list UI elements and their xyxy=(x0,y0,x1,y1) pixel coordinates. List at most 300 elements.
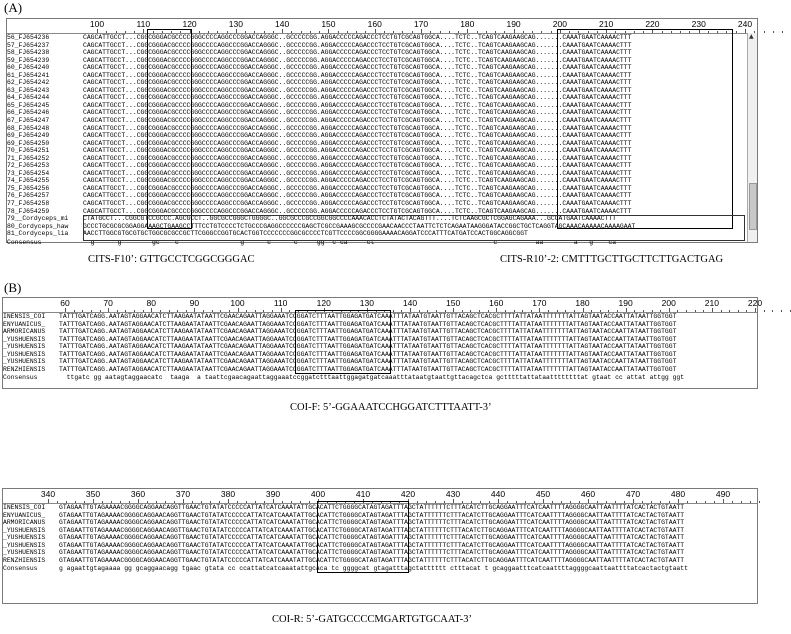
ruler-b2-tick xyxy=(525,501,526,503)
ruler-b2-tick xyxy=(552,501,553,503)
ruler-b1-label: 200 xyxy=(661,298,676,308)
ruler-a-tick xyxy=(282,29,283,33)
ruler-b1-label: 170 xyxy=(532,298,547,308)
ruler-b1-tick xyxy=(108,308,109,312)
ruler-b2-tick xyxy=(111,501,112,503)
sequence-row: CAGCATTGCCT...CGGCGGGACGCCCCGGGCCCCAGGCCCGGACCAGGGC..GCCCCCGG.AGGACCCCCAGACCCTCCTGTCGCAGTGGCA....TCTC..TCAGTCAAGAAGCAG.......CAAATGAATCAAAACTTT xyxy=(83,147,632,155)
ruler-b1-tick xyxy=(738,310,739,312)
ruler-b1-tick xyxy=(91,310,92,312)
ruler-b2-tick xyxy=(120,501,121,503)
ruler-a-label: 220 xyxy=(645,19,660,29)
ruler-b2-tick xyxy=(642,501,643,503)
ruler-a-label: 210 xyxy=(599,19,614,29)
ruler-a-label: 160 xyxy=(367,19,382,29)
ruler-b2-tick xyxy=(678,499,679,503)
ruler-b1-tick xyxy=(496,308,497,312)
ruler-b2-tick xyxy=(264,501,265,503)
ruler-a-tick xyxy=(125,31,126,33)
sequence-name: _YUSHUENSIS xyxy=(3,526,46,534)
ruler-a-tick xyxy=(440,31,441,33)
ruler-b2-tick xyxy=(48,499,49,503)
ruler-b1-tick xyxy=(229,310,230,312)
scroll-up-icon[interactable]: ▲ xyxy=(749,33,754,40)
ruler-b1-label: 100 xyxy=(230,298,245,308)
ruler-b1-tick xyxy=(677,310,678,312)
sequence-row: AACCTTGGCGTGCGTGCTGGCGCGCCGCTTCGGGCCGGTGCACTGGTCCCCCCCGGCGCCCCTCGTTCCCCGGCGGGGAAAACAGGATCCCATTTCATGATCCACTGGCAGGCGGT xyxy=(83,230,528,238)
ruler-b2-tick xyxy=(138,499,139,503)
ruler-a-tick xyxy=(421,29,422,33)
sequence-name: 71_FJ654252 xyxy=(7,154,50,162)
sequence-name: 80_Cordyceps_haw xyxy=(7,222,69,230)
ruler-b2-tick xyxy=(624,501,625,503)
ruler-b2-label: 400 xyxy=(310,489,326,499)
ruler-b1-tick xyxy=(125,310,126,312)
sequence-name: 60_FJ654240 xyxy=(7,64,50,72)
ruler-b2-label: 370 xyxy=(175,489,191,499)
sequence-row: GTAGAATTGTAGAAAACGGGGCAGGAACAGGTTGAACTGTATATCCCCCATTATCATCAAATATTGCACATTCTGGGGCATAGTAGATTTAGCTATTTTTTCTTTACATCTTGCAGGAATTTCATCAATTTTAGGGGCAATTAATTTTATCACTACTGTAATT xyxy=(59,549,685,557)
ruler-a-tick xyxy=(236,29,237,33)
ruler-b1-tick xyxy=(393,310,394,312)
ruler-b2-label: 350 xyxy=(85,489,101,499)
ruler-a-tick xyxy=(375,29,376,33)
ruler-b2-tick xyxy=(300,501,301,503)
sequence-row: CAGCATTGCCT...CGGCGGGACGCCCCGGGCCCCAGGCCCGGACCAGGGC..GCCCCCGG.AGGACCCCCAGACCCTCCTGTCGCAGTGGCA....TCTC..TCAGTCAAGAAGCAG.......CAAATGAATCAAAACTTT xyxy=(83,117,632,125)
ruler-b1-tick xyxy=(746,310,747,312)
ruler-a-tick xyxy=(764,31,765,33)
variant-box xyxy=(83,215,745,241)
sequence-name: 56_FJ654236 xyxy=(7,34,50,41)
ruler-b1-tick xyxy=(436,310,437,312)
ruler-b1-tick xyxy=(505,310,506,312)
ruler-b1-label: 140 xyxy=(402,298,418,308)
sequence-name: 61_FJ654241 xyxy=(7,71,50,79)
sequence-name: 77_FJ654258 xyxy=(7,200,50,208)
ruler-a-tick xyxy=(97,29,98,33)
sequence-names-b2 xyxy=(3,504,59,573)
sequence-row: CAGCATTGCCT...CGGCGGGACGCCCCGGGCCCCAGGCCCGGACCAGGGC..GCCCCCGG.AGGACCCCCAGACCCTCCTGTCGCAGTGGCA....TCTC..TCAGTCAAGAAGCAG.......CAAATGAATCAAAACTTT xyxy=(83,94,632,102)
ruler-b1-tick xyxy=(626,308,627,312)
sequence-row: CAGCATTGCCT...CGGCGGGACGCCCCGGGCCCCAGGCCCGGACCAGGGC..GCCCCCGG.AGGACCCCCAGACCCTCCTGTCGCAGTGGCA....TCTC..TCAGTCAAGAAGCAG.......CAAATGAATCAAAACTTT xyxy=(83,86,632,94)
ruler-b1-tick xyxy=(712,308,713,312)
sequence-name: 62_FJ654242 xyxy=(7,79,50,87)
ruler-b1-tick xyxy=(453,308,454,312)
ruler-a-tick xyxy=(541,31,542,33)
ruler-a-tick xyxy=(745,29,746,33)
sequence-row: CAGCATTGCCT...CGGCGGGACGCCCCGGGCCCCAGGCCCGGACCAGGGC..GCCCCCGG.AGGACCCCCAGACCCTCCTGTCGCAGTGGCA....TCTC..TCAGTCAAGAAGCAG.......CAAATGAATCAAAACTTT xyxy=(83,34,632,41)
ruler-a-label: 130 xyxy=(228,19,243,29)
ruler-a-label: 240 xyxy=(737,19,753,29)
ruler-b1-tick xyxy=(652,310,653,312)
ruler-b2-tick xyxy=(570,501,571,503)
ruler-b1-label: 60 xyxy=(60,298,70,308)
ruler-b2-tick xyxy=(516,501,517,503)
ruler-a-tick xyxy=(199,31,200,33)
ruler-b2-tick xyxy=(201,501,202,503)
ruler-b2-label: 340 xyxy=(40,489,56,499)
ruler-b2-label: 490 xyxy=(715,489,731,499)
sequence-row: TATTTGATCAGG.AATAGTAGGAACATCTTAAGAATATAATTCGAACAGAATTAGGAAATCCGGATCTTTAATTGGAGATGATCAAATTTATAATGTAATTGTTACAGCTCACGCTTTTATTATAATTTTTTTATTAGTAATACCAATTATAATTGGTGGT xyxy=(59,313,677,320)
alignment-view-b1[interactable] xyxy=(2,297,763,389)
ruler-a-tick xyxy=(227,31,228,33)
ruler-b2-label: 420 xyxy=(400,489,416,499)
ruler-a-label: 120 xyxy=(182,19,197,29)
ruler-b1-tick xyxy=(790,310,791,312)
sequence-name: ARMORICANUS xyxy=(3,328,46,336)
sequence-name: 68_FJ654248 xyxy=(7,124,50,132)
ruler-b2-tick xyxy=(174,501,175,503)
ruler-b2-tick xyxy=(696,501,697,503)
ruler-b1-label: 160 xyxy=(489,298,504,308)
ruler-b1-tick xyxy=(729,310,730,312)
ruler-a-tick xyxy=(134,31,135,33)
ruler-b2-tick xyxy=(210,501,211,503)
sequence-name: 76_FJ654257 xyxy=(7,192,50,200)
ruler-a-label: 230 xyxy=(691,19,706,29)
ruler-a-label: 140 xyxy=(275,19,290,29)
ruler-b2-label: 460 xyxy=(580,489,596,499)
sequence-name: 64_FJ654244 xyxy=(7,94,50,102)
ruler-b2-tick xyxy=(723,499,724,503)
ruler-b1-tick xyxy=(557,310,558,312)
ruler-a-tick xyxy=(106,31,107,33)
ruler-b2-tick xyxy=(192,501,193,503)
ruler-b1-tick xyxy=(255,310,256,312)
ruler-b1-label: 150 xyxy=(446,298,461,308)
sequence-name: Consensus xyxy=(7,238,42,246)
ruler-b2-tick xyxy=(651,501,652,503)
ruler-a-tick xyxy=(319,31,320,33)
ruler-b2-tick xyxy=(588,499,589,503)
sequence-row: GTAGAATTGTAGAAAACGGGGCAGGAACAGGTTGAACTGTATATCCCCCATTATCATCAAATATTGCACATTCTGGGGCATAGTAGATTTAGCTATTTTTTCTTTACATCTTGCAGGAATTTCATCAATTTTAGGGGCAATTAATTTTATCACTACTGTAATT xyxy=(59,511,685,519)
ruler-a-tick xyxy=(486,31,487,33)
sequence-row: CAGCATTGCCT...CGGCGGGACGCCCCGGGCCCCAGGCCCGGACCAGGGC..GCCCCCGG.AGGACCCCCAGACCCTCCTGTCGCAGTGGCA....TCTC..TCAGTCAAGAAGCAG.......CAAATGAATCAAAACTTT xyxy=(83,184,632,192)
ruler-b2-label: 430 xyxy=(445,489,461,499)
ruler-b2-label: 360 xyxy=(130,489,146,499)
ruler-b1-label: 80 xyxy=(146,298,156,308)
sequence-row: CAGCATTGCCT...CGGCGGGACGCCCCGGGCCCCAGGCCCGGACCAGGGC..GCCCCCGG.AGGACCCCCAGACCCTCCTGTCGCAGTGGCA....TCTC..TCAGTCAAGAAGCAG.......CAAATGAATCAAAACTTT xyxy=(83,177,632,185)
ruler-b1-tick xyxy=(74,310,75,312)
sequence-name: 79__Cordyceps_mi xyxy=(7,215,69,223)
sequence-name: 57_FJ654237 xyxy=(7,41,50,49)
ruler-b1-label: 130 xyxy=(359,298,374,308)
ruler-b2-label: 410 xyxy=(355,489,371,499)
ruler-b2-tick xyxy=(426,501,427,503)
ruler-b1-label: 90 xyxy=(189,298,200,308)
ruler-b1-tick xyxy=(634,310,635,312)
ruler-a-tick xyxy=(217,31,218,33)
ruler-b1-tick xyxy=(583,308,584,312)
sequence-row: CAGCATTGCCT...CGGCGGGACGCCCCGGGCCCCAGGCCCGGACCAGGGC..GCCCCCGG.AGGACCCCCAGACCCTCCTGTCGCAGTGGCA....TCTC..TCAGTCAAGAAGCAG.......CAAATGAATCAAAACTTT xyxy=(83,124,632,132)
sequence-row: CAGCATTGCCT...CGGCGGGACGCCCCGGGCCCCAGGCCCGGACCAGGGC..GCCCCCGG.AGGACCCCCAGACCCTCCTGTCGCAGTGGCA....TCTC..TCAGTCAAGAAGCAG.......CAAATGAATCAAAACTTT xyxy=(83,79,632,87)
sequence-row: CAGCATTGCCT...CGGCGGGACGCCCCGGGCCCCAGGCCCGGACCAGGGC..GCCCCCGG.AGGACCCCCAGACCCTCCTGTCGCAGTGGCA....TCTC..TCAGTCAAGAAGCAG.......CAAATGAATCAAAACTTT xyxy=(83,132,632,140)
ruler-a-tick xyxy=(736,31,737,33)
ruler-a-tick xyxy=(116,31,117,33)
sequence-row: CAGCATTGCCT...CGGCGGGACGCCCCGGGCCCCAGGCCCGGACCAGGGC..GCCCCCGG.AGGACCCCCAGACCCTCCTGTCGCAGTGGCA....TCTC..TCAGTCAAGAAGCAG.......CAAATGAATCAAAACTTT xyxy=(83,154,632,162)
vertical-scrollbar[interactable] xyxy=(747,33,757,242)
ruler-a-tick xyxy=(393,31,394,33)
sequence-row: TATTTGATCAGG.AATAGTAGGAACATCTTAAGAATATAATTCGAACAGAATTAGGAAATCCGGATCTTTAATTGGAGATGATCAAATTTATAATGTAATTGTTACAGCTCACGCTTTTATTATAATTTTTTTATTAGTAATACCAATTATAATTGGTGGT xyxy=(59,320,677,328)
ruler-a-tick xyxy=(430,31,431,33)
ruler-a-tick xyxy=(773,31,774,33)
ruler-b1-tick xyxy=(220,310,221,312)
ruler-b2-tick xyxy=(606,501,607,503)
primer-r-box-a xyxy=(557,29,733,229)
ruler-b1-tick xyxy=(565,310,566,312)
sequence-row: CTATGCCT...CGGCGTCCGCCC.AGCGCCT..GGCGCCGGGCTGGGGC..GGCGCCCGCCGGCGGCCCCAAACACCTCTATACTACAGTTT....TCTCAAGCGCTCGGAGCAGAAA...GCCATGAATCAAAACTTT xyxy=(83,215,617,223)
ruler-b2-tick xyxy=(291,501,292,503)
ruler-b1-label: 110 xyxy=(273,298,288,308)
ruler-b1-tick xyxy=(65,308,66,312)
ruler-b1-tick xyxy=(721,310,722,312)
sequence-row: TATTTGATCAGG.AATAGTAGGAACATCTTAAGAATATAATTCGAACAGAATTAGGAAATCCGGATCTTTAATTGGAGATGATCAAATTTATAATGTAATTGTTACAGCTCACGCTTTTATTATAATTTTTTTATTAGTAATACCAATTATAATTGGTGGT xyxy=(59,365,677,373)
primer-r-label-b: COI-R: 5’-GATGCCCCMGARTGTGCAAT-3’ xyxy=(272,614,472,625)
sequence-name: ENYUANICUS_ xyxy=(3,320,46,328)
ruler-b1-tick xyxy=(427,310,428,312)
ruler-a-tick xyxy=(514,29,515,33)
sequence-name: Consensus xyxy=(3,565,38,573)
primer-f-label-a: CITS-F10’: GTTGCCTCGGCGGGAC xyxy=(88,254,255,265)
ruler-b2-tick xyxy=(246,501,247,503)
sequence-name: 73_FJ654254 xyxy=(7,169,50,177)
ruler-b2-tick xyxy=(561,501,562,503)
ruler-b2-tick xyxy=(534,501,535,503)
ruler-b2-label: 480 xyxy=(670,489,686,499)
sequence-row: CAGCATTGCCT...CGGCGGGACGCCCCGGGCCCCAGGCCCGGACCAGGGC..GCCCCCGG.AGGACCCCCAGACCCTCCTGTCGCAGTGGCA....TCTC..TCAGTCAAGAAGCAG.......CAAATGAATCAAAACTTT xyxy=(83,207,632,215)
ruler-b2-tick xyxy=(165,501,166,503)
ruler-b2-tick xyxy=(480,501,481,503)
ruler-b2-tick xyxy=(579,501,580,503)
ruler-b1-tick xyxy=(151,308,152,312)
primer-f-label-b: COI-F: 5’-GGAAATCCHGGATCTTTAATT-3’ xyxy=(290,402,492,413)
ruler-b2-tick xyxy=(633,499,634,503)
ruler-b2-tick xyxy=(84,501,85,503)
ruler-b1-tick xyxy=(669,308,670,312)
sequence-row: CAGCATTGCCT...CGGCGGGACGCCCCGGGCCCCAGGCCCGGACCAGGGC..GCCCCCGG.AGGACCCCCAGACCCTCCTGTCGCAGTGGCA....TCTC..TCAGTCAAGAAGCAG.......CAAATGAATCAAAACTTT xyxy=(83,109,632,117)
ruler-a-label: 180 xyxy=(460,19,475,29)
ruler-b2-tick xyxy=(444,501,445,503)
sequence-name: 65_FJ654245 xyxy=(7,101,50,109)
ruler-b2-tick xyxy=(471,501,472,503)
ruler-a-tick xyxy=(338,31,339,33)
ruler-b1-tick xyxy=(686,310,687,312)
ruler-b1-tick xyxy=(272,310,273,312)
sequence-row: TATTTGATCAGG.AATAGTAGGAACATCTTAAGAATATAATTCGAACAGAATTAGGAAATCCGGATCTTTAATTGGAGATGATCAAATTTATAATGTAATTGTTACAGCTCACGCTTTTATTATAATTTTTTTATTAGTAATACCAATTATAATTGGTGGT xyxy=(59,328,677,336)
ruler-a-label: 190 xyxy=(506,19,521,29)
ruler-b2-tick xyxy=(759,501,760,503)
ruler-b1-tick xyxy=(177,310,178,312)
ruler-a-tick xyxy=(208,31,209,33)
ruler-a-tick xyxy=(458,31,459,33)
sequence-name: _YUSHUENSIS xyxy=(3,335,46,343)
ruler-a-label: 170 xyxy=(413,19,429,29)
sequence-name: 67_FJ654247 xyxy=(7,117,50,125)
sequence-row: CAGCATTGCCT...CGGCGGGACGCCCCGGGCCCCAGGCCCGGACCAGGGC..GCCCCCGG.AGGACCCCCAGACCCTCCTGTCGCAGTGGCA....TCTC..TCAGTCAAGAAGCAG.......CAAATGAATCAAAACTTT xyxy=(83,64,632,72)
ruler-b2-tick xyxy=(660,501,661,503)
ruler-b1-tick xyxy=(617,310,618,312)
ruler-b2-tick xyxy=(66,501,67,503)
ruler-b2-tick xyxy=(732,501,733,503)
ruler-b2-tick xyxy=(282,501,283,503)
sequence-row: CAGCATTGCCT...CGGCGGGACGCCCCGGGCCCCAGGCCCGGACCAGGGC..GCCCCCGG.AGGACCCCCAGACCCTCCTGTCGCAGTGGCA....TCTC..TCAGTCAAGAAGCAG.......CAAATGAATCAAAACTTT xyxy=(83,56,632,64)
ruler-b1-tick xyxy=(643,310,644,312)
ruler-a-tick xyxy=(449,31,450,33)
ruler-b1-tick xyxy=(281,308,282,312)
ruler-b2-tick xyxy=(129,501,130,503)
sequence-name: RENZHIENSIS xyxy=(3,556,46,564)
scroll-thumb[interactable] xyxy=(749,183,757,230)
ruler-b2-tick xyxy=(462,501,463,503)
consensus-row: g g gc c g c c gg c ca ct c aa a g ca xyxy=(83,238,617,246)
sequence-names-b1 xyxy=(3,313,59,382)
ruler-b2-tick xyxy=(498,499,499,503)
ruler-b1-tick xyxy=(160,310,161,312)
alignment-view-b2[interactable] xyxy=(2,488,758,604)
ruler-b2-tick xyxy=(435,501,436,503)
ruler-a-tick xyxy=(347,31,348,33)
sequence-row: CAGCATTGCCT...CGGCGGGACGCCCCGGGCCCCAGGCCCGGACCAGGGC..GCCCCCGG.AGGACCCCCAGACCCTCCTGTCGCAGTGGCA....TCTC..TCAGTCAAGAAGCAG.......CAAATGAATCAAAACTTT xyxy=(83,200,632,208)
ruler-b1-tick xyxy=(488,310,489,312)
ruler-b2-tick xyxy=(741,501,742,503)
ruler-b1-tick xyxy=(660,310,661,312)
ruler-b1-tick xyxy=(479,310,480,312)
sequence-name: 75_FJ654256 xyxy=(7,184,50,192)
ruler-b1-tick xyxy=(401,310,402,312)
sequence-name: 58_FJ654238 xyxy=(7,49,50,57)
ruler-b1-tick xyxy=(539,308,540,312)
ruler-a-tick xyxy=(245,31,246,33)
sequence-names-a xyxy=(7,34,81,246)
ruler-b2-tick xyxy=(228,499,229,503)
sequence-name: 78_FJ654259 xyxy=(7,207,50,215)
ruler-b1-tick xyxy=(531,310,532,312)
sequence-name: INENSIS_COI xyxy=(3,504,46,511)
sequence-name: _YUSHUENSIS xyxy=(3,358,46,366)
ruler-a-tick xyxy=(291,31,292,33)
ruler-b2-tick xyxy=(687,501,688,503)
ruler-b2-tick xyxy=(597,501,598,503)
panel-b-label: (B) xyxy=(4,280,22,295)
sequence-name: 69_FJ654249 xyxy=(7,132,50,140)
ruler-b1-tick xyxy=(772,310,773,312)
ruler-b2-tick xyxy=(147,501,148,503)
ruler-b1-tick xyxy=(186,310,187,312)
ruler-b2-tick xyxy=(507,501,508,503)
ruler-b1-tick xyxy=(591,310,592,312)
ruler-b1-tick xyxy=(238,308,239,312)
ruler-b2-tick xyxy=(237,501,238,503)
sequence-row: TATTTGATCAGG.AATAGTAGGAACATCTTAAGAATATAATTCGAACAGAATTAGGAAATCCGGATCTTTAATTGGAGATGATCAAATTTATAATGTAATTGTTACAGCTCACGCTTTTATTATAATTTTTTTATTAGTAATACCAATTATAATTGGTGGT xyxy=(59,350,677,358)
ruler-a-tick xyxy=(532,31,533,33)
consensus-row: ttgatc gg aatagtaggaacatc taaga a taattcgaacagaattaggaaatccggatctttaattggagatgatcaaatttataatgtaattgttacagctca gctttttattataattttttttat gtaat cc attat attgg ggt xyxy=(59,374,685,382)
sequence-row: CAGCATTGCCT...CGGCGGGACGCCCCGGGCCCCAGGCCCGGACCAGGGC..GCCCCCGG.AGGACCCCCAGACCCTCCTGTCGCAGTGGCA....TCTC..TCAGTCAAGAAGCAG.......CAAATGAATCAAAACTTT xyxy=(83,49,632,57)
ruler-a-tick xyxy=(504,31,505,33)
ruler-b1-tick xyxy=(100,310,101,312)
ruler-b1-tick xyxy=(289,310,290,312)
ruler-b1-tick xyxy=(419,310,420,312)
ruler-b1-label: 220 xyxy=(747,298,763,308)
ruler-b1-tick xyxy=(522,310,523,312)
ruler-b2-tick xyxy=(255,501,256,503)
sequence-row: CAGCATTGCCT...CGGCGGGACGCCCCGGGCCCCAGGCCCGGACCAGGGC..GCCCCCGG.AGGACCCCCAGACCCTCCTGTCGCAGTGGCA....TCTC..TCAGTCAAGAAGCAG.......CAAATGAATCAAAACTTT xyxy=(83,169,632,177)
ruler-b2-tick xyxy=(93,499,94,503)
panel-a-label: (A) xyxy=(4,0,23,15)
sequence-row: GCCCTGCGCGCGGAGGAAAGCTGAAGCCTTTCCTGTCCCCTCTGCCCGAGGCCCCCCGAGCTCGCCGAAAGCGCCCCGAACAACCCTAATTCTCTCAGAATAAGGGATACCGGCTGCTCAGGTAGCAAACAAAAACAAAAGAAT xyxy=(83,222,636,230)
sequence-name: _YUSHUENSIS xyxy=(3,350,46,358)
ruler-b2-tick xyxy=(489,501,490,503)
ruler-a-tick xyxy=(467,29,468,33)
ruler-b1-tick xyxy=(755,308,756,312)
ruler-b1-tick xyxy=(470,310,471,312)
sequence-row: CAGCATTGCCT...CGGCGGGACGCCCCGGGCCCCAGGCCCGGACCAGGGC..GCCCCCGG.AGGACCCCCAGACCCTCCTGTCGCAGTGGCA....TCTC..TCAGTCAAGAAGCAG.......CAAATGAATCAAAACTTT xyxy=(83,162,632,170)
ruler-b2-label: 380 xyxy=(220,489,236,499)
ruler-a-tick xyxy=(254,31,255,33)
ruler-b1-tick xyxy=(781,310,782,312)
sequence-name: 81_Cordyceps_lia xyxy=(7,230,69,238)
ruler-b2-tick xyxy=(714,501,715,503)
sequence-row: CAGCATTGCCT...CGGCGGGACGCCCCGGGCCCCAGGCCCGGACCAGGGC..GCCCCCGG.AGGACCCCCAGACCCTCCTGTCGCAGTGGCA....TCTC..TCAGTCAAGAAGCAG.......CAAATGAATCAAAACTTT xyxy=(83,41,632,49)
primer-f-box-b xyxy=(295,310,391,374)
ruler-b1-label: 120 xyxy=(316,298,331,308)
sequence-name: ENYUANICUS_ xyxy=(3,511,46,519)
sequence-row: CAGCATTGCCT...CGGCGGGACGCCCCGGGCCCCAGGCCCGGACCAGGGC..GCCCCCGG.AGGACCCCCAGACCCTCCTGTCGCAGTGGCA....TCTC..TCAGTCAAGAAGCAG.......CAAATGAATCAAAACTTT xyxy=(83,101,632,109)
ruler-b1-label: 70 xyxy=(103,298,113,308)
ruler-b1-label: 190 xyxy=(618,298,633,308)
alignment-view-a[interactable] xyxy=(6,18,758,246)
ruler-a-tick xyxy=(310,31,311,33)
sequence-row: CAGCATTGCCT...CGGCGGGACGCCCCGGGCCCCAGGCCCGGACCAGGGC..GCCCCCGG.AGGACCCCCAGACCCTCCTGTCGCAGTGGCA....TCTC..TCAGTCAAGAAGCAG.......CAAATGAATCAAAACTTT xyxy=(83,71,632,79)
ruler-b1-tick xyxy=(82,310,83,312)
sequence-name: 63_FJ654243 xyxy=(7,86,50,94)
ruler-b2-tick xyxy=(219,501,220,503)
ruler-a-label: 100 xyxy=(89,19,105,29)
ruler-a-tick xyxy=(495,31,496,33)
sequence-row: GTAGAATTGTAGAAAACGGGGCAGGAACAGGTTGAACTGTATATCCCCCATTATCATCAAATATTGCACATTCTGGGGCATAGTAGATTTAGCTATTTTTTCTTTACATCTTGCAGGAATTTCATCAATTTTAGGGGCAATTAATTTTATCACTACTGTAATT xyxy=(59,526,685,534)
ruler-b1-tick xyxy=(410,308,411,312)
ruler-b2-tick xyxy=(750,501,751,503)
ruler-b2-tick xyxy=(183,499,184,503)
ruler-b2-label: 390 xyxy=(265,489,281,499)
sequence-rows-b1 xyxy=(59,313,755,382)
ruler-a-tick xyxy=(143,29,144,33)
ruler-b1-tick xyxy=(600,310,601,312)
sequence-row: GTAGAATTGTAGAAAACGGGGCAGGAACAGGTTGAACTGTATATCCCCCATTATCATCAAATATTGCACATTCTGGGGCATAGTAGATTTAGCTATTTTTTCTTTACATCTTGCAGGAATTTCATCAATTTTAGGGGCAATTAATTTTATCACTACTGTAATT xyxy=(59,541,685,549)
primer-r-label-a: CITS-R10’-2: CMTTTGCTTGCTTCTTGACTGAG xyxy=(500,254,724,265)
sequence-name: 70_FJ654251 xyxy=(7,147,50,155)
ruler-b2-tick xyxy=(309,501,310,503)
ruler-a-tick xyxy=(328,29,329,33)
ruler-b2-tick xyxy=(669,501,670,503)
sequence-row: CAGCATTGCCT...CGGCGGGACGCCCCGGGCCCCAGGCCCGGACCAGGGC..GCCCCCGG.AGGACCCCCAGACCCTCCTGTCGCAGTGGCA....TCTC..TCAGTCAAGAAGCAG.......CAAATGAATCAAAACTTT xyxy=(83,192,632,200)
ruler-b1-tick xyxy=(117,310,118,312)
sequence-name: 59_FJ654239 xyxy=(7,56,50,64)
ruler-b1-tick xyxy=(462,310,463,312)
sequence-name: _YUSHUENSIS xyxy=(3,534,46,542)
ruler-b1-tick xyxy=(608,310,609,312)
sequence-row: GTAGAATTGTAGAAAACGGGGCAGGAACAGGTTGAACTGTATATCCCCCATTATCATCAAATATTGCACATTCTGGGGCATAGTAGATTTAGCTATTTTTTCTTTACATCTTGCAGGAATTTCATCAATTTTAGGGGCAATTAATTTTATCACTACTGTAATT xyxy=(59,556,685,564)
sequence-row: CAGCATTGCCT...CGGCGGGACGCCCCGGGCCCCAGGCCCGGACCAGGGC..GCCCCCGG.AGGACCCCCAGACCCTCCTGTCGCAGTGGCA....TCTC..TCAGTCAAGAAGCAG.......CAAATGAATCAAAACTTT xyxy=(83,139,632,147)
sequence-row: GTAGAATTGTAGAAAACGGGGCAGGAACAGGTTGAACTGTATATCCCCCATTATCATCAAATATTGCACATTCTGGGGCATAGTAGATTTAGCTATTTTTTCTTTACATCTTGCAGGAATTTCATCAATTTTAGGGGCAATTAATTTTATCACTACTGTAATT xyxy=(59,504,685,511)
ruler-b1-label: 210 xyxy=(704,298,719,308)
ruler-b2-tick xyxy=(705,501,706,503)
ruler-a-tick xyxy=(402,31,403,33)
ruler-b2-tick xyxy=(75,501,76,503)
ruler-a-label: 150 xyxy=(321,19,336,29)
sequence-name: 66_FJ654246 xyxy=(7,109,50,117)
ruler-b2-label: 440 xyxy=(490,489,506,499)
ruler-a-tick xyxy=(301,31,302,33)
ruler-b2-tick xyxy=(543,499,544,503)
ruler-a-tick xyxy=(551,31,552,33)
